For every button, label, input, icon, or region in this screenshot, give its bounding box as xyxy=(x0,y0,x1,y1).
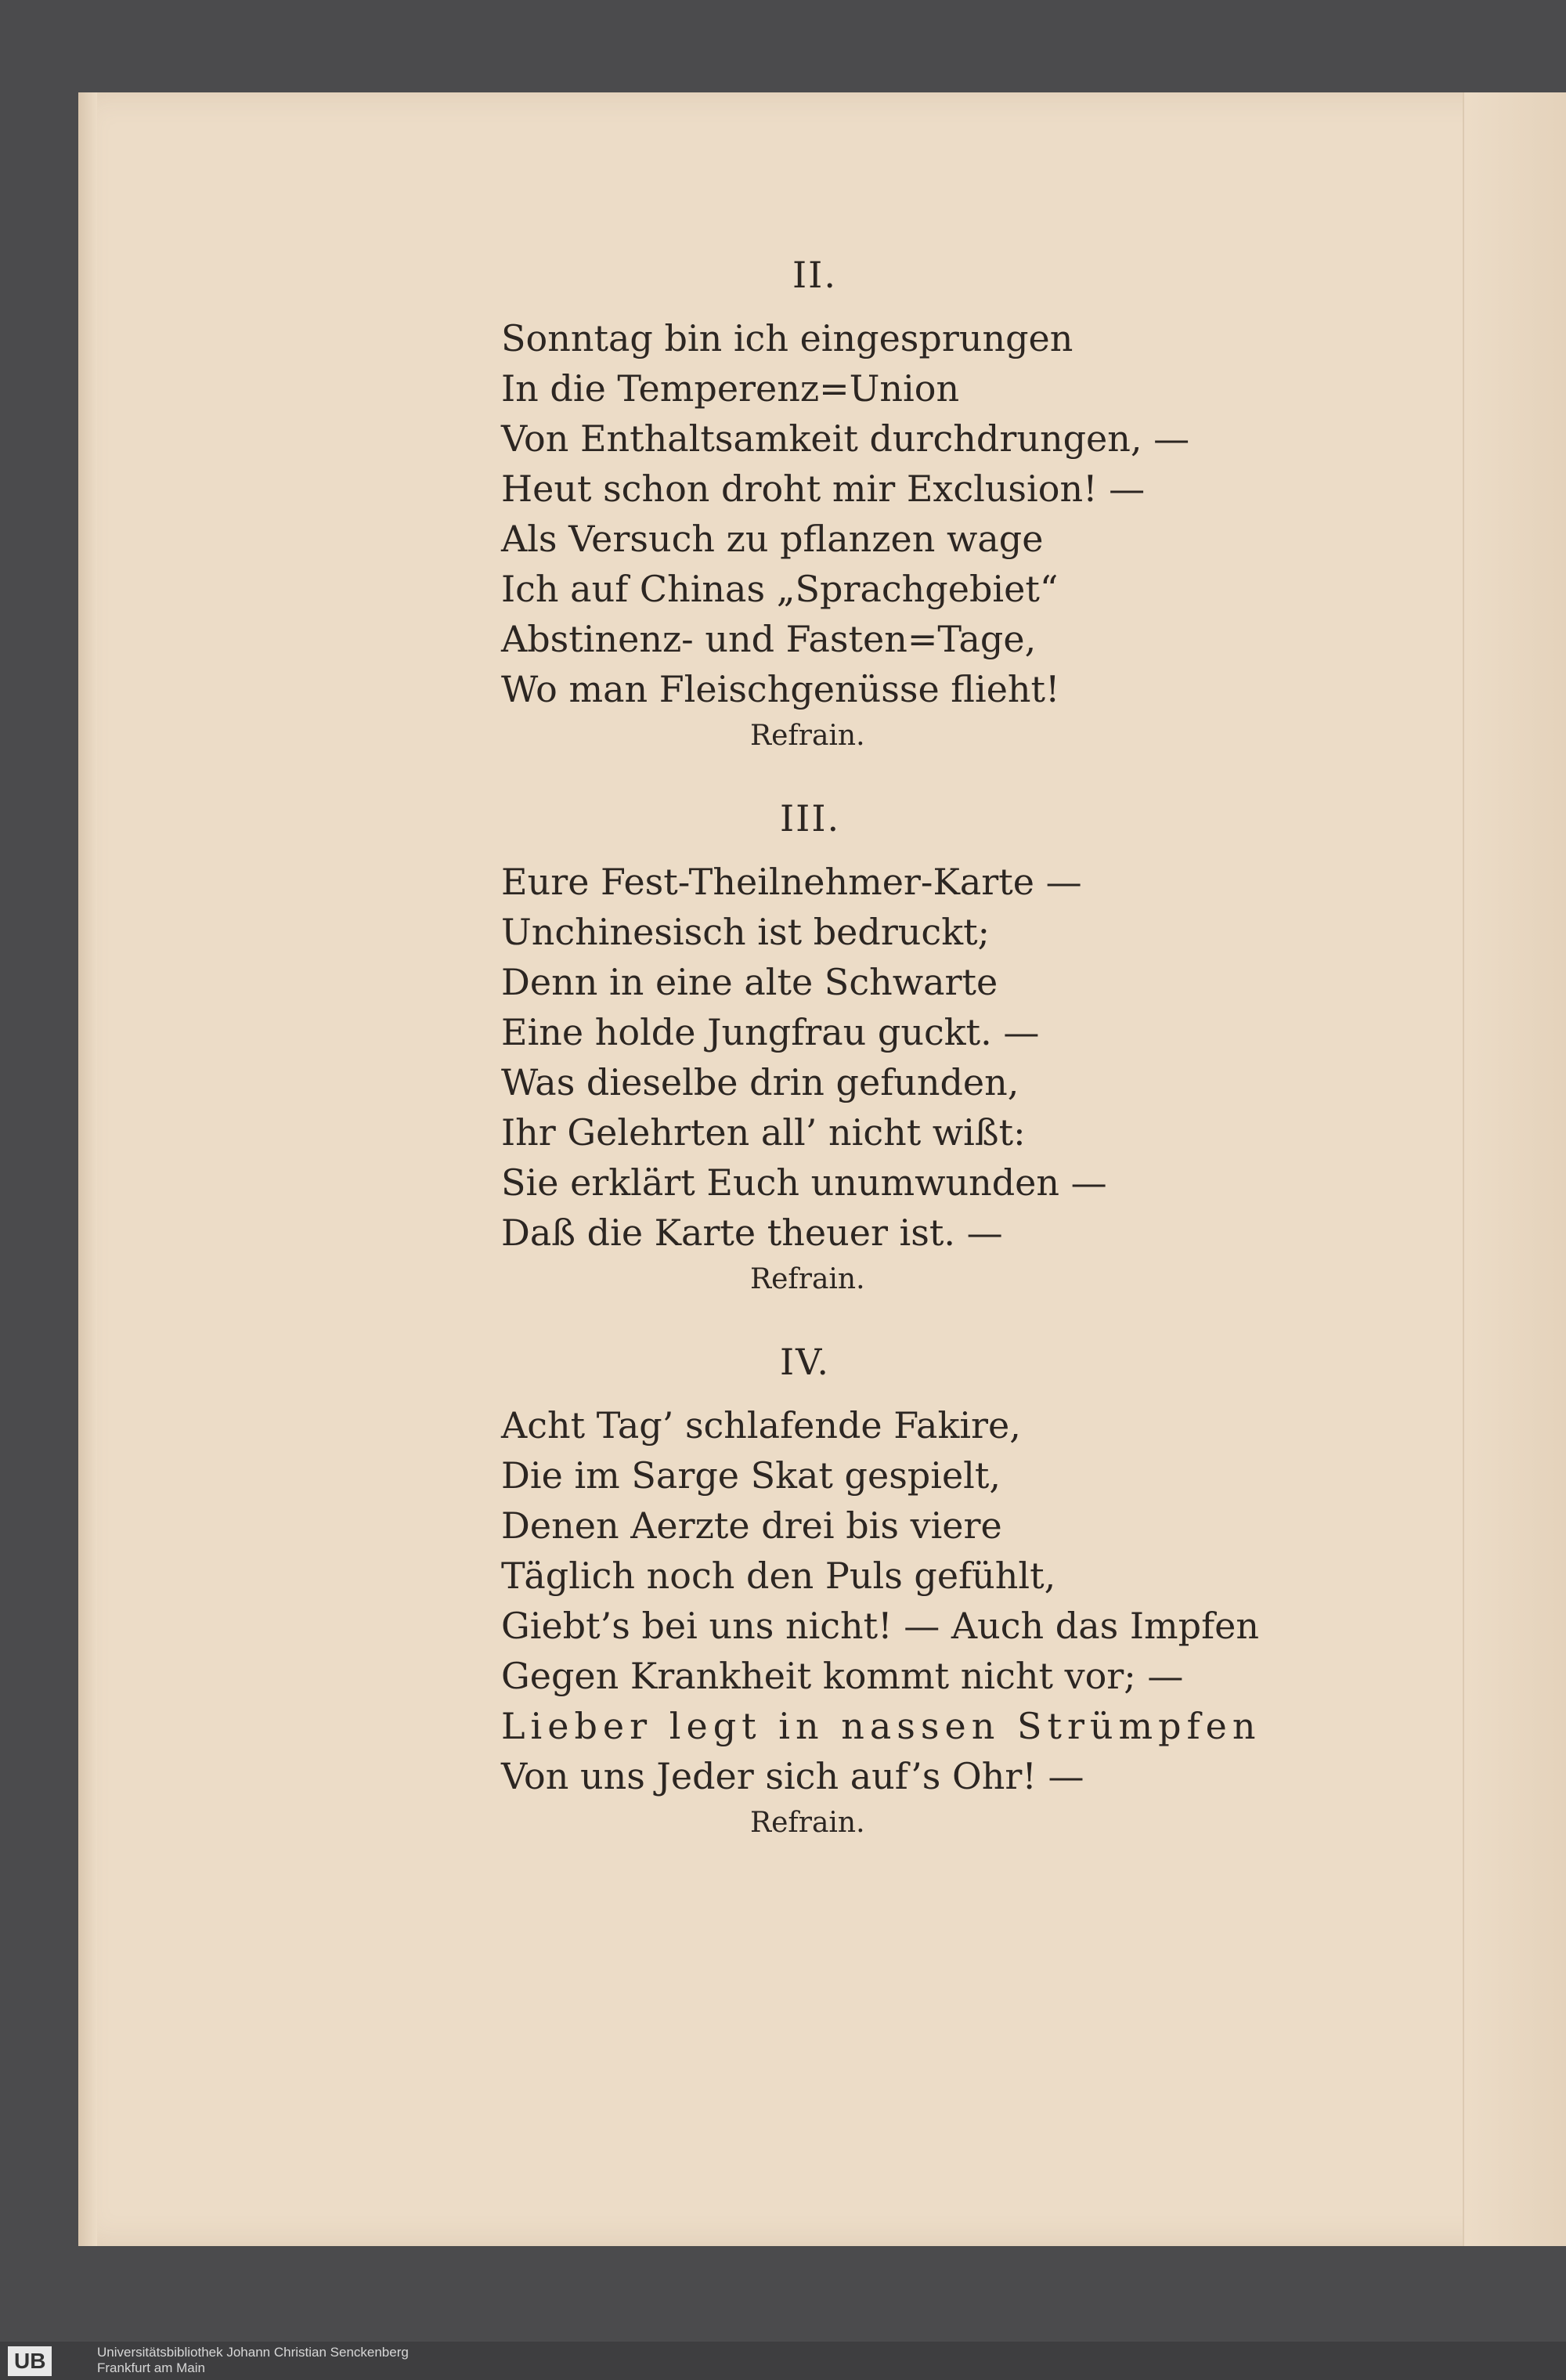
stanza-3 xyxy=(501,794,1284,1302)
stanza-4 xyxy=(501,1338,1284,1845)
poem-line: Von uns Jeder sich auf’s Ohr! — xyxy=(501,1755,1084,1797)
poem-line: Sie erklärt Euch unumwunden — xyxy=(501,1161,1107,1204)
poem-line: Von Enthaltsamkeit durchdrungen, — xyxy=(501,417,1190,460)
stanza-number: IV. xyxy=(780,1341,830,1383)
ub-logo: UB xyxy=(8,2346,52,2376)
poem-line: Eure Fest-Theilnehmer-Karte — xyxy=(501,861,1082,903)
library-name: Universitätsbibliothek Johann Christian Senckenberg xyxy=(97,2345,409,2360)
poem-line: Unchinesisch ist bedruckt; xyxy=(501,911,990,953)
refrain-label: Refrain. xyxy=(750,1263,865,1295)
poem-line: Die im Sarge Skat gespielt, xyxy=(501,1454,1001,1497)
poem-line: Gegen Krankheit kommt nicht vor; — xyxy=(501,1655,1184,1697)
library-footer xyxy=(0,2342,1566,2380)
poem-line: Sonntag bin ich eingesprungen xyxy=(501,317,1073,359)
stanza-2 xyxy=(501,251,1284,758)
poem-line: Lieber legt in nassen Strümpfen xyxy=(501,1705,1261,1747)
stanza-number: II. xyxy=(792,254,837,296)
poem-line: Giebt’s bei uns nicht! — Auch das Impfen xyxy=(501,1605,1259,1647)
poem-line: Ihr Gelehrten all’ nicht wißt: xyxy=(501,1111,1026,1154)
poem-line: Denn in eine alte Schwarte xyxy=(501,961,998,1003)
poem-line: Als Versuch zu pflanzen wage xyxy=(501,518,1044,560)
poem-line: In die Temperenz=Union xyxy=(501,367,960,410)
poem xyxy=(501,251,1284,1845)
poem-line: Denen Aerzte drei bis viere xyxy=(501,1504,1002,1547)
poem-line: Wo man Fleischgenüsse flieht! xyxy=(501,668,1060,710)
poem-line: Daß die Karte theuer ist. — xyxy=(501,1212,1003,1254)
poem-line: Täglich noch den Puls gefühlt, xyxy=(501,1555,1056,1597)
poem-line: Was dieselbe drin gefunden, xyxy=(501,1061,1019,1103)
poem-line: Abstinenz- und Fasten=Tage, xyxy=(501,618,1037,660)
poem-line: Acht Tag’ schlafende Fakire, xyxy=(501,1404,1021,1446)
poem-line: Ich auf Chinas „Sprachgebiet“ xyxy=(501,568,1059,610)
page-edge-right xyxy=(1463,92,1566,2246)
library-credit xyxy=(97,2345,409,2376)
poem-line: Heut schon droht mir Exclusion! — xyxy=(501,468,1146,510)
poem-line: Eine holde Jungfrau guckt. — xyxy=(501,1011,1040,1053)
stanza-number: III. xyxy=(780,797,841,840)
library-city: Frankfurt am Main xyxy=(97,2360,205,2375)
page-edge-left xyxy=(78,92,97,2246)
refrain-label: Refrain. xyxy=(750,720,865,752)
refrain-label: Refrain. xyxy=(750,1807,865,1839)
